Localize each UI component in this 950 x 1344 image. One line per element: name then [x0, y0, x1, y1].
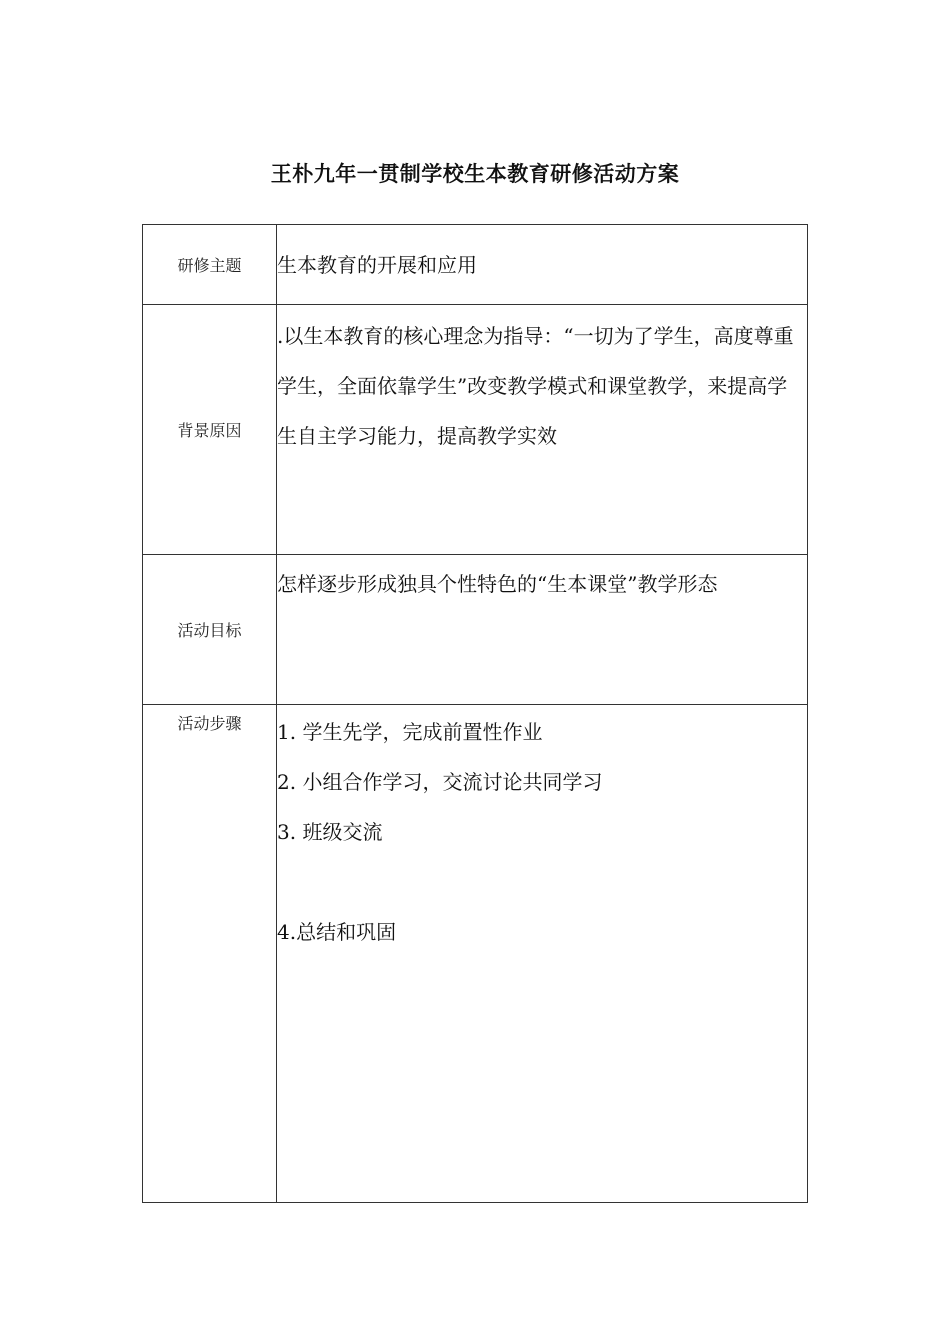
- background-cell: [277, 305, 808, 555]
- steps-label: 活动步骤: [143, 705, 277, 1203]
- goal-cell: [277, 555, 808, 705]
- background-label: 背景原因: [143, 305, 277, 555]
- topic-label: 研修主题: [143, 225, 277, 305]
- table-row-goal: [143, 555, 808, 705]
- steps-list: [277, 705, 807, 957]
- step-item-1: 1. 学生先学，完成前置性作业: [277, 720, 543, 744]
- step-item-3: 3. 班级交流: [277, 820, 383, 844]
- document-title: 王朴九年一贯制学校生本教育研修活动方案: [270, 161, 680, 186]
- background-value: .以生本教育的核心理念为指导：“一切为了学生，高度尊重学生，全面依靠学生”改变教学模式和课堂教学，来提高学生自主学习能力，提高教学实效: [277, 324, 794, 448]
- goal-value: 怎样逐步形成独具个性特色的“生本课堂”教学形态: [277, 572, 718, 596]
- table-row-steps: [143, 705, 808, 1203]
- topic-value: 生本教育的开展和应用: [277, 225, 808, 305]
- step-item-4: 4.总结和巩固: [277, 920, 397, 944]
- table-row-topic: [143, 225, 808, 305]
- table-row-background: [143, 305, 808, 555]
- goal-label: 活动目标: [143, 555, 277, 705]
- step-item-2: 2. 小组合作学习，交流讨论共同学习: [277, 770, 603, 794]
- steps-cell: [277, 705, 808, 1203]
- activity-plan-table: [142, 224, 808, 1203]
